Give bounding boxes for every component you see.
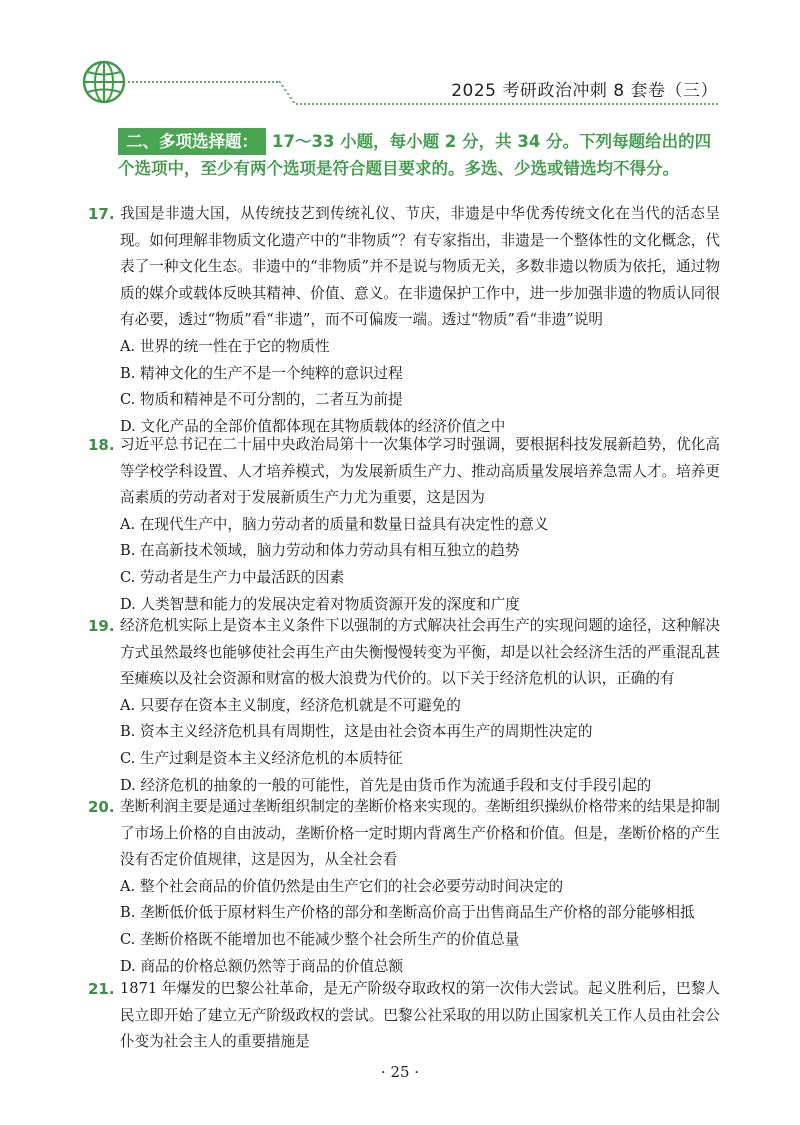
question-number: 21. [88,980,115,998]
header-divider-slant [278,81,315,103]
question-21 [88,976,720,1056]
option-a: A. 只要存在资本主义制度，经济危机就是不可避免的 [120,696,461,714]
option-d: D. 商品的价格总额仍然等于商品的价值总额 [120,957,404,975]
option-d: D. 人类智慧和能力的发展决定着对物质资源开发的深度和广度 [120,595,520,613]
option-b: B. 垄断低价低于原材料生产价格的部分和垄断高价高于出售商品生产价格的部分能够相抵 [120,904,695,922]
globe-logo-icon [82,60,126,104]
option-a: A. 整个社会商品的价值仍然是由生产它们的社会必要劳动时间决定的 [120,877,564,895]
section-heading [118,128,718,182]
question-number: 18. [88,436,115,454]
option-a: A. 在现代生产中，脑力劳动者的质量和数量日益具有决定性的意义 [120,515,549,533]
section-instructions-2: 个选项中，至少有两个选项是符合题目要求的。多选、少选或错选均不得分。 [118,159,679,178]
option-c: C. 生产过剩是资本主义经济危机的本质特征 [120,749,403,767]
section-heading-line-1 [118,128,718,155]
question-number: 20. [88,798,115,816]
option-a: A. 世界的统一性在于它的物质性 [120,337,330,355]
section-badge: 二、多项选择题： [118,128,266,155]
option-c: C. 垄断价格既不能增加也不能减少整个社会所生产的价值总量 [120,930,520,948]
question-number: 17. [88,205,115,223]
question-stem: 我国是非遗大国，从传统技艺到传统礼仪、节庆，非遗是中华优秀传统文化在当代的活态呈现。如何理解非物质文化遗产中的“非物质”？有专家指出，非遗是一个整体性的文化概念，代表了一种文化生态。非遗中的“非物质”并不是说与物质无关，多数非遗以物质为依托，通过物质的媒介或载体反映其精神、价值、意义。在非遗保护工作中，进一步加强非遗的物质认同很有必要，透过“物质”看“非遗”，而不可偏废一端。透过“物质”看“非遗”说明 [120,205,720,329]
option-d: D. 经济危机的抽象的一般的可能性，首先是由货币作为流通手段和支付手段引起的 [120,776,652,794]
page-number: · 25 · [380,1063,420,1081]
question-stem: 习近平总书记在二十届中央政治局第十一次集体学习时强调，要根据科技发展新趋势，优化高等学校学科设置、人才培养模式，为发展新质生产力、推动高质量发展培养急需人才。培养更高素质的劳动者对于发展新质生产力尤为重要，这是因为 [120,436,720,507]
header-divider-dotted [128,81,278,83]
question-number: 19. [88,617,115,635]
option-b: B. 精神文化的生产不是一个纯粹的意识过程 [120,364,403,382]
option-b: B. 资本主义经济危机具有周期性，这是由社会资本再生产的周期性决定的 [120,723,593,741]
option-d: D. 文化产品的全部价值都体现在其物质载体的经济价值之中 [120,417,506,435]
option-c: C. 物质和精神是不可分割的，二者互为前提 [120,391,403,409]
question-17 [88,201,720,440]
section-instructions-1: 17～33 小题，每小题 2 分，共 34 分。下列每题给出的四 [272,132,712,151]
question-stem: 经济危机实际上是资本主义条件下以强制的方式解决社会再生产的实现问题的途径，这种解决方式虽然最终也能够使社会再生产由失衡慢慢转变为平衡，却是以社会经济生活的严重混乱甚至瘫痪以及社会资源和财富的极大浪费为代价的。以下关于经济危机的认识，正确的有 [120,617,720,688]
document-title: 2025 考研政治冲刺 8 套卷（三） [451,81,718,101]
question-18 [88,432,720,618]
option-c: C. 劳动者是生产力中最活跃的因素 [120,568,345,586]
question-stem: 垄断利润主要是通过垄断组织制定的垄断价格来实现的。垄断组织操纵价格带来的结果是抑制了市场上价格的自由波动，垄断价格一定时期内背离生产价格和价值。但是，垄断价格的产生没有否定价值规律，这是因为，从全社会看 [120,798,720,869]
question-stem: 1871 年爆发的巴黎公社革命，是无产阶级夺取政权的第一次伟大尝试。起义胜利后，巴黎人民立即开始了建立无产阶级政权的尝试。巴黎公社采取的用以防止国家机关工作人员由社会公仆变为社会主人的重要措施是 [120,980,720,1051]
question-20 [88,794,720,980]
question-19 [88,613,720,799]
header-divider-underline [296,103,718,105]
option-b: B. 在高新技术领域，脑力劳动和体力劳动具有相互独立的趋势 [120,542,520,560]
